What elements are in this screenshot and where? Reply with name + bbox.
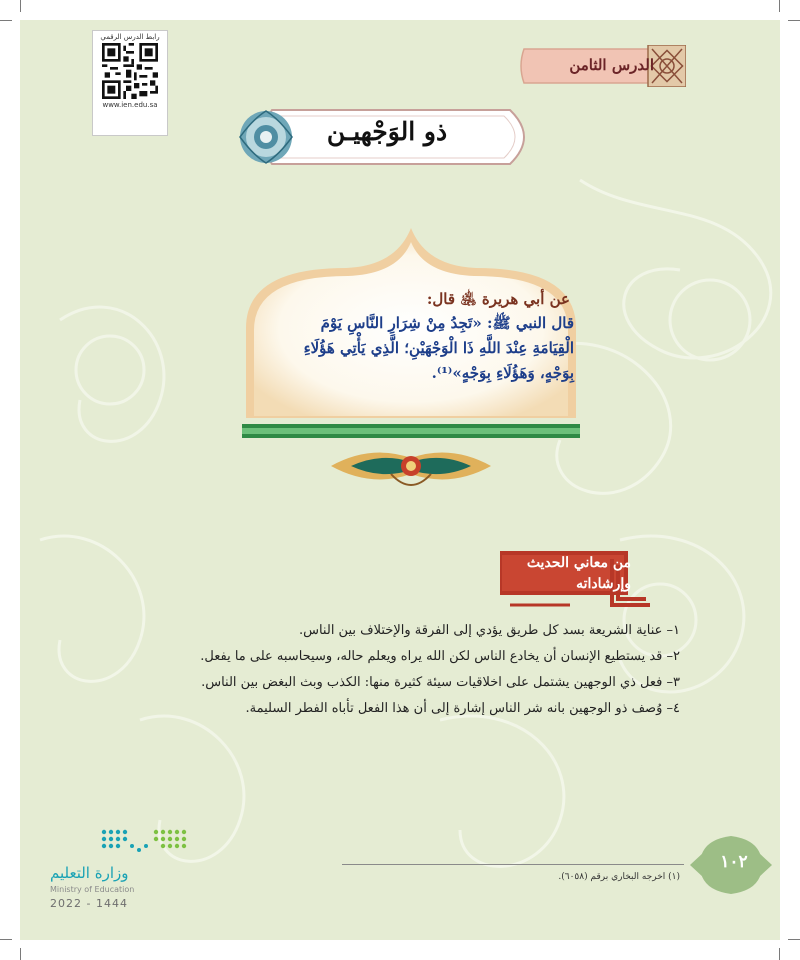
hadith-line: الْقِيَامَةِ عِنْدَ اللَّهِ ذَا الْوَجْهَيْنِ؛ الَّذِي يَأْتِي هَؤُلَاءِ [303,339,574,357]
footnote: (١) اخرجه البخاري برقم (٦٠٥٨). [558,872,680,882]
digital-lesson-qr[interactable] [92,30,168,136]
hadith-line: بِوَجْهٍ، وَهَؤُلَاءِ بِوَجْهٍ»⁽¹⁾. [431,364,574,382]
lesson-title: ذو الوَجْهيـن [326,117,448,146]
hadith-line: قال النبي ﷺ: «تَجِدُ مِنْ شِرَارِ النَّاسِ يَوْمَ [320,314,574,332]
crop-mark [0,939,12,940]
section-heading: وإرشاداته [576,576,631,592]
ministry-logo-icon [98,826,190,860]
page-number: ١٠٢ [720,852,748,872]
crop-mark [20,0,21,12]
list-item: ١– عناية الشريعة بسد كل طريق يؤدي إلى الفرقة والإختلاف بين الناس. [298,623,680,638]
crop-mark [788,20,800,21]
crop-mark [20,948,21,960]
footnote-divider [342,864,684,865]
lesson-label: الدرس الثامن [569,56,654,74]
list-item: ٣– فعل ذي الوجهين يشتمل على اخلاقيات سيئة كثيرة منها: الكذب وبث البغض بين الناس. [201,675,680,690]
qr-url: www.ien.edu.sa [102,101,158,109]
guidance-list [80,618,680,722]
qr-code-icon[interactable] [102,43,158,99]
list-item: ٤– وُصف ذو الوجهين بانه شر الناس إشارة إلى أن هذا الفعل تأباه الفطر السليمة. [245,701,680,716]
section-heading: من معاني الحديث [526,555,631,571]
ministry-name-ar: وزارة التعليم [50,864,129,882]
crop-mark [0,20,12,21]
list-item: ٢– قد يستطيع الإنسان أن يخادع الناس لكن الله يراه ويعلم حاله، وسيحاسبه على ما يفعل. [200,649,680,664]
ministry-name-en: Ministry of Education [50,885,135,894]
crop-mark [779,948,780,960]
hadith-narrator: عن أبي هريرة ﵁ قال: [426,290,570,308]
crop-mark [779,0,780,12]
edition-year: 2022 - 1444 [50,897,128,910]
qr-caption: رابط الدرس الرقمي [100,33,160,41]
crop-mark [788,939,800,940]
